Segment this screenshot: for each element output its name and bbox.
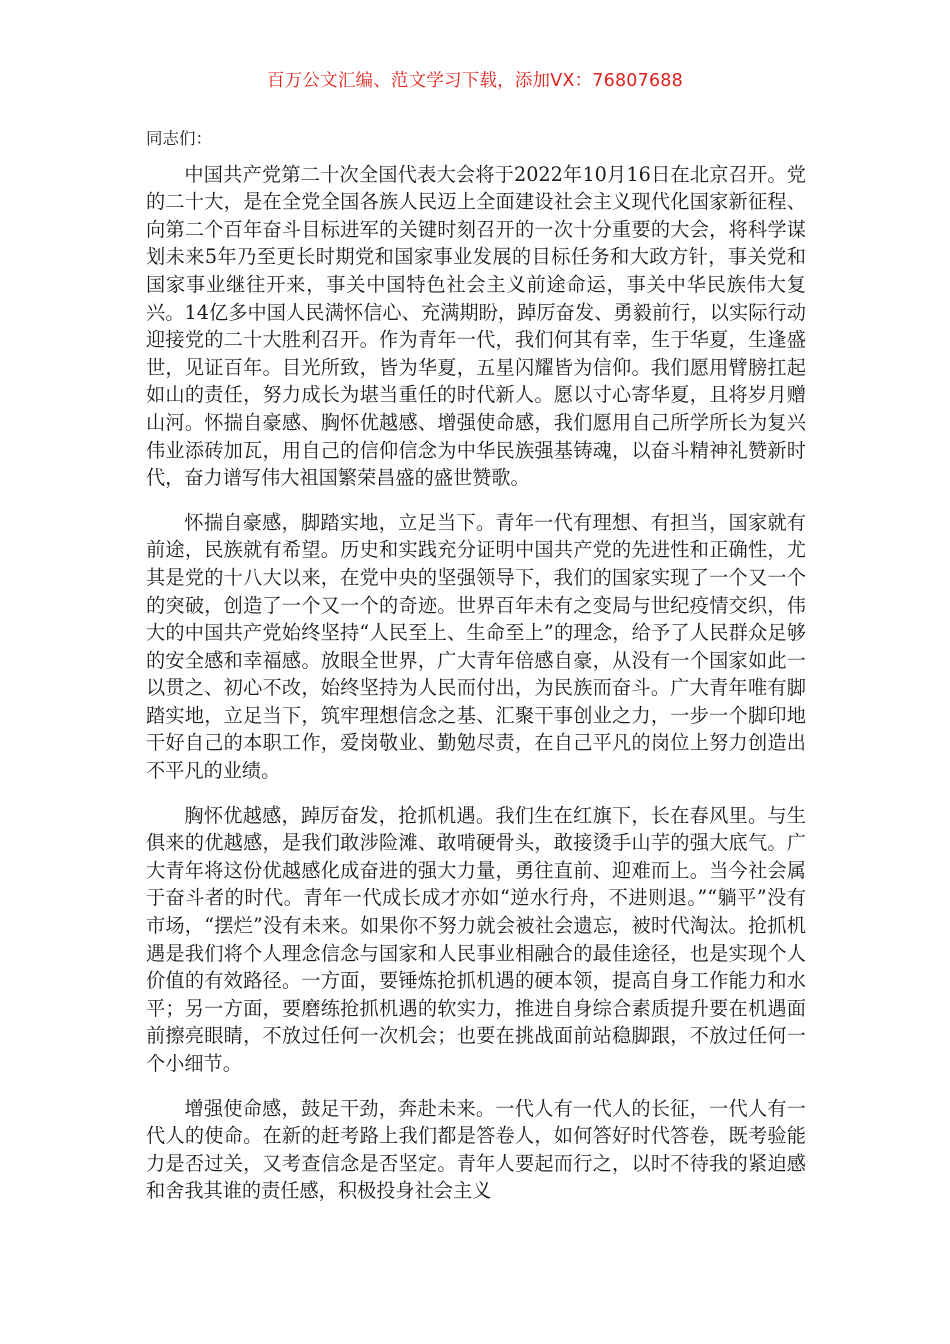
- salutation: 同志们：: [146, 129, 212, 148]
- paragraph-2: 怀揣自豪感，脚踏实地，立足当下。青年一代有理想、有担当，国家就有前途，民族就有希望。历史和实践充分证明中国共产党的先进性和正确性，尤其是党的十八大以来，在党中央的坚强领导下，我们的国家实现了一个又一个的突破，创造了一个又一个的奇迹。世界百年未有之变局与世纪疫情交织，伟大的中国共产党始终坚持“人民至上、生命至上”的理念，给予了人民群众足够的安全感和幸福感。放眼全世界，广大青年倍感自豪，从没有一个国家如此一以贯之、初心不改，始终坚持为人民而付出，为民族而奋斗。广大青年唯有脚踏实地，立足当下，筑牢理想信念之基、汇聚干事创业之力，一步一个脚印地干好自己的本职工作，爱岗敬业、勤勉尽责，在自己平凡的岗位上努力创造出不平凡的业绩。: [146, 510, 806, 783]
- header-notice: 百万公文汇编、范文学习下载，添加VX：76807688: [267, 71, 683, 91]
- paragraph-3: 胸怀优越感，踔厉奋发，抢抓机遇。我们生在红旗下，长在春风里。与生俱来的优越感，是我们敢涉险滩、敢啃硬骨头，敢接烫手山芋的强大底气。广大青年将这份优越感化成奋进的强大力量，勇往直前、迎难而上。当今社会属于奋斗者的时代。青年一代成长成才亦如“逆水行舟，不进则退。”“躺平”没有市场，“摆烂”没有未来。如果你不努力就会被社会遗忘，被时代淘汰。抢抓机遇是我们将个人理念信念与国家和人民事业相融合的最佳途径，也是实现个人价值的有效路径。一方面，要锤炼抢抓机遇的硬本领，提高自身工作能力和水平；另一方面，要磨练抢抓机遇的软实力，推进自身综合素质提升要在机遇面前擦亮眼睛，不放过任何一次机会；也要在挑战面前站稳脚跟，不放过任何一个小细节。: [146, 803, 806, 1075]
- document-body: [146, 125, 806, 1222]
- paragraph-1: 中国共产党第二十次全国代表大会将于2022年10月16日在北京召开。党的二十大，是在全党全国各族人民迈上全面建设社会主义现代化国家新征程、向第二个百年奋斗目标进军的关键时刻召开的一次十分重要的大会，将科学谋划未来5年乃至更长时期党和国家事业发展的目标任务和大政方针，事关党和国家事业继往开来，事关中国特色社会主义前途命运，事关中华民族伟大复兴。14亿多中国人民满怀信心、充满期盼，踔厉奋发、勇毅前行，以实际行动迎接党的二十大胜利召开。作为青年一代，我们何其有幸，生于华夏，生逢盛世，见证百年。目光所致，皆为华夏，五星闪耀皆为信仰。我们愿用臂膀扛起如山的责任，努力成长为堪当重任的时代新人。愿以寸心寄华夏，且将岁月赠山河。怀揣自豪感、胸怀优越感、增强使命感，我们愿用自己所学所长为复兴伟业添砖加瓦，用自己的信仰信念为中华民族强基铸魂，以奋斗精神礼赞新时代，奋力谱写伟大祖国繁荣昌盛的盛世赞歌。: [146, 162, 806, 490]
- paragraph-4: 增强使命感，鼓足干劲，奔赴未来。一代人有一代人的长征，一代人有一代人的使命。在新的赶考路上我们都是答卷人，如何答好时代答卷，既考验能力是否过关，又考查信念是否坚定。青年人要起而行之，以时不待我的紧迫感和舍我其谁的责任感，积极投身社会主义: [146, 1096, 806, 1203]
